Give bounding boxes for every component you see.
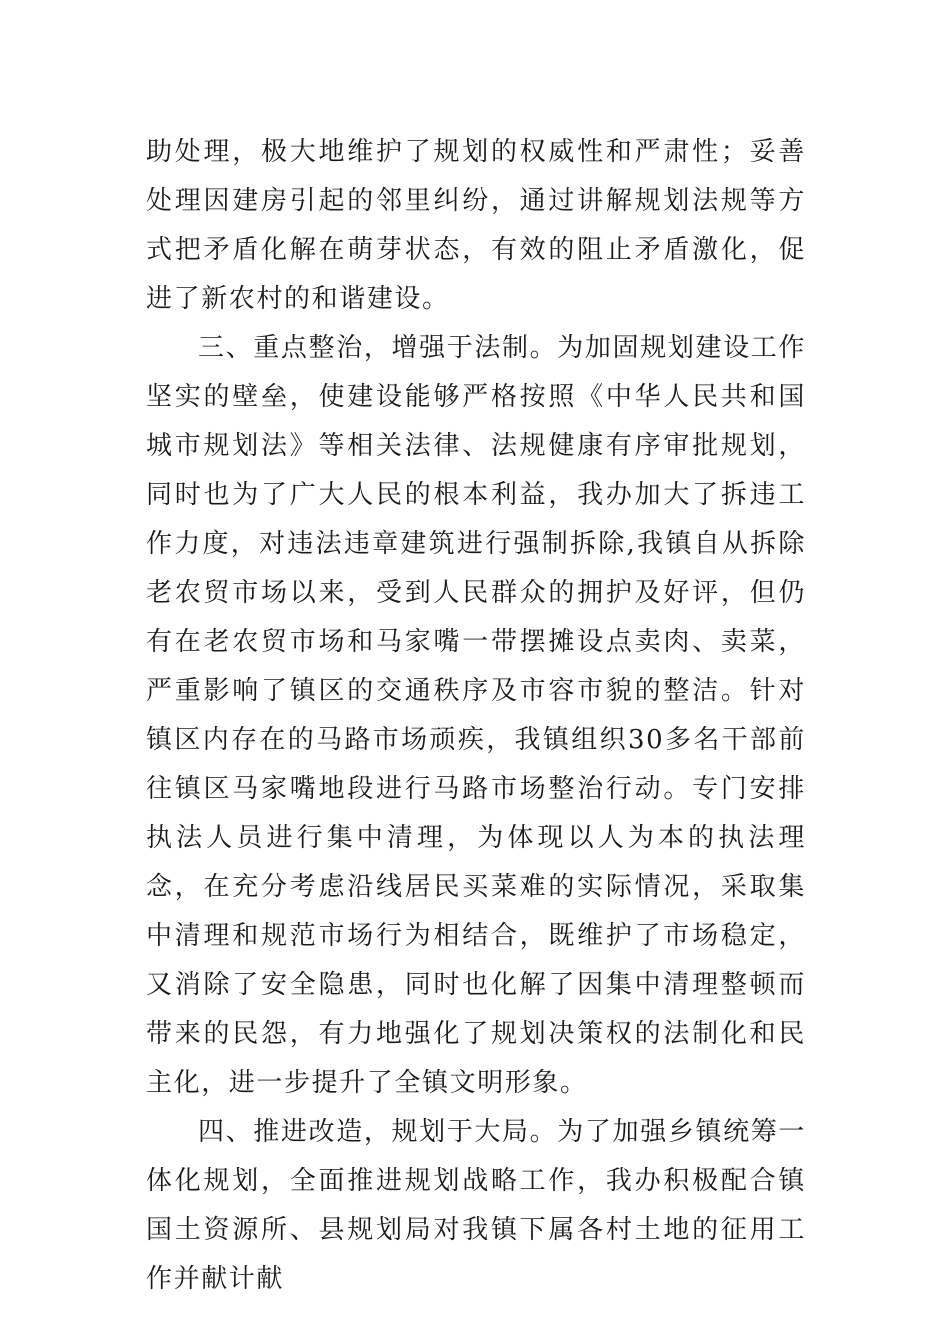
paragraph-section-three: 三、重点整治，增强于法制。为加固规划建设工作坚实的壁垒，使建设能够严格按照《中华人民共和国城市规划法》等相关法律、法规健康有序审批规划，同时也为了广大人民的根本利益，我办加大了拆违工作力度，对违法违章建筑进行强制拆除,我镇自从拆除老农贸市场以来，受到人民群众的拥护及好评，但仍有在老农贸市场和马家嘴一带摆摊设点卖肉、卖菜，严重影响了镇区的交通秩序及市容市貌的整洁。针对镇区内存在的马路市场顽疾，我镇组织30多名干部前往镇区马家嘴地段进行马路市场整治行动。专门安排执法人员进行集中清理，为体现以人为本的执法理念，在充分考虑沿线居民买菜难的实际情况，采取集中清理和规范市场行为相结合，既维护了市场稳定，又消除了安全隐患，同时也化解了因集中清理整顿而带来的民怨，有力地强化了规划决策权的法制化和民主化，进一步提升了全镇文明形象。 bbox=[146, 333, 806, 1098]
document-body bbox=[146, 128, 806, 1304]
paragraph-section-four: 四、推进改造，规划于大局。为了加强乡镇统筹一体化规划，全面推进规划战略工作，我办积极配合镇国土资源所、县规划局对我镇下属各村土地的征用工作并献计献 bbox=[146, 1117, 806, 1294]
paragraph-continuation: 助处理，极大地维护了规划的权威性和严肃性；妥善处理因建房引起的邻里纠纷，通过讲解规划法规等方式把矛盾化解在萌芽状态，有效的阻止矛盾激化，促进了新农村的和谐建设。 bbox=[146, 137, 806, 314]
